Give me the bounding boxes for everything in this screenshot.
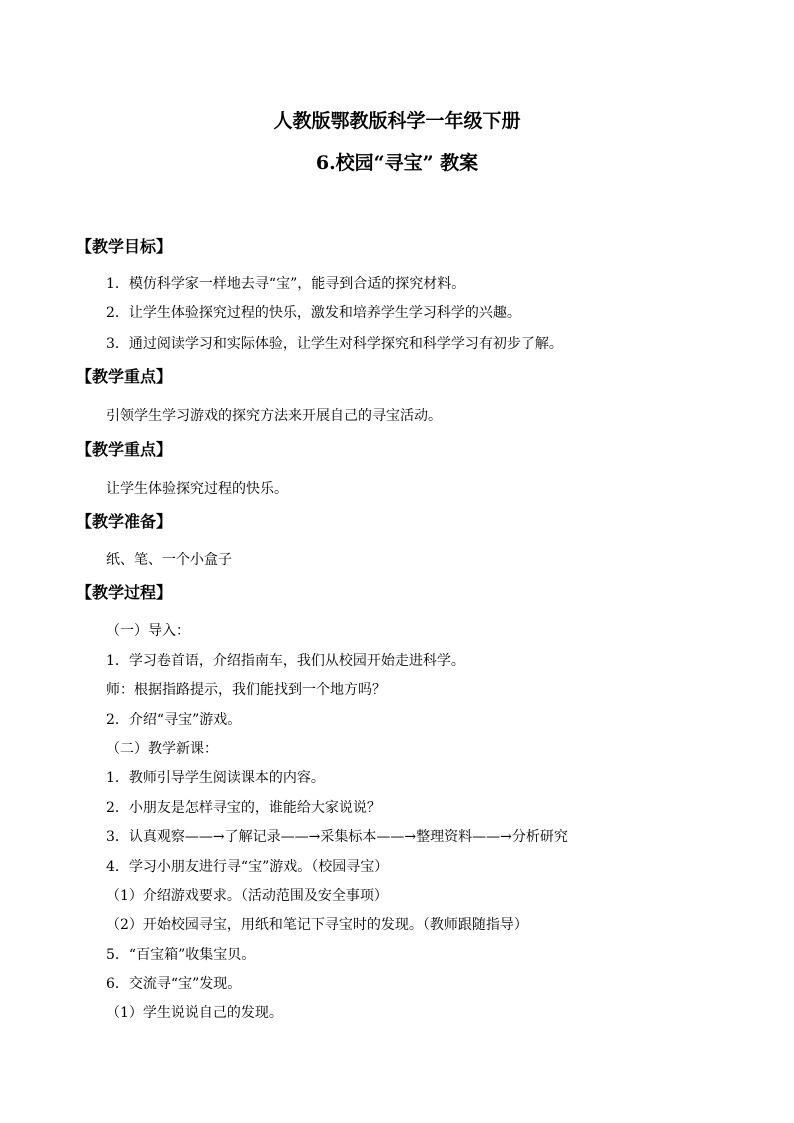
process-line: （1）学生说说自己的发现。 [106, 1005, 283, 1021]
section-heading-objectives: 【教学目标】 [76, 237, 173, 256]
process-line: 2．介绍“寻宝”游戏。 [106, 712, 242, 728]
section-heading-keypoint-2: 【教学重点】 [76, 440, 173, 459]
process-line: 5．“百宝箱”收集宝贝。 [106, 947, 256, 963]
process-line: 3．认真观察——→了解记录——→采集标本——→整理资料——→分析研究 [106, 829, 568, 845]
process-line: （2）开始校园寻宝，用纸和笔记下寻宝时的发现。（教师跟随指导） [106, 917, 528, 933]
document-title: 人教版鄂教版科学一年级下册 [273, 110, 521, 132]
process-line: 1．学习卷首语，介绍指南车，我们从校园开始走进科学。 [106, 653, 465, 669]
lesson-title: 6.校园“寻宝” 教案 [315, 152, 479, 174]
process-line: 2．小朋友是怎样寻宝的，谁能给大家说说？ [106, 800, 381, 816]
process-line: 师：根据指路提示，我们能找到一个地方吗？ [106, 682, 386, 698]
process-line: 1．教师引导学生阅读课本的内容。 [106, 770, 325, 786]
process-line: 4．学习小朋友进行寻“宝”游戏。（校园寻宝） [106, 859, 389, 875]
section-heading-keypoint: 【教学重点】 [76, 367, 173, 386]
process-line: （二）教学新课： [106, 741, 218, 757]
keypoint-2-text: 让学生体验探究过程的快乐。 [106, 481, 288, 497]
section-heading-process: 【教学过程】 [76, 583, 173, 602]
process-line: （1）介绍游戏要求。（活动范围及安全事项） [106, 888, 388, 904]
keypoint-text: 引领学生学习游戏的探究方法来开展自己的寻宝活动。 [106, 408, 442, 424]
process-line: 6．交流寻“宝”发现。 [106, 976, 242, 992]
section-heading-preparation: 【教学准备】 [76, 512, 173, 531]
objective-item-1: 1．模仿科学家一样地去寻“宝”，能寻到合适的探究材料。 [106, 276, 466, 292]
preparation-text: 纸、笔、一个小盒子 [106, 552, 232, 568]
objective-item-3: 3．通过阅读学习和实际体验，让学生对科学探究和科学学习有初步了解。 [106, 336, 563, 352]
process-line: （一）导入： [106, 623, 190, 639]
objective-item-2: 2．让学生体验探究过程的快乐，激发和培养学生学习科学的兴趣。 [106, 305, 521, 321]
